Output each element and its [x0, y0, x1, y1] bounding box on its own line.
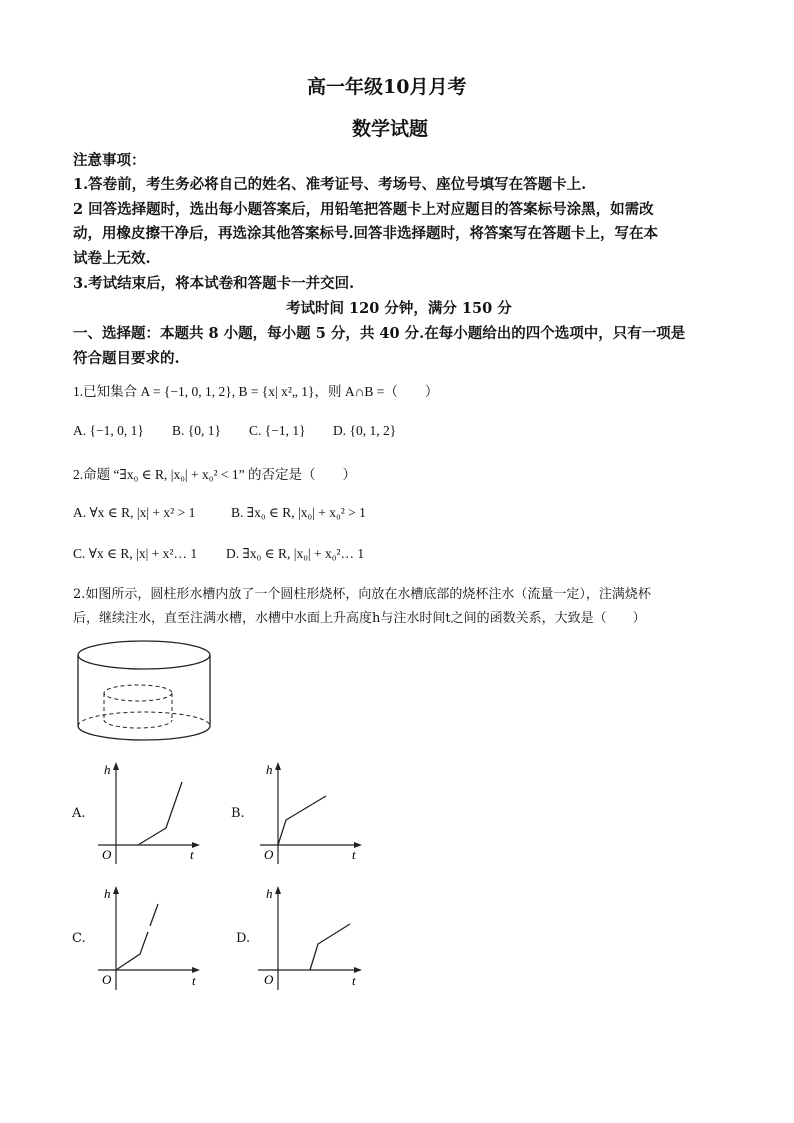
beaker-bottom: [104, 720, 172, 728]
graph-option-label-b: B.: [231, 806, 245, 821]
h-axis-arrow: [113, 886, 119, 894]
axis-t-label: t: [352, 973, 356, 988]
question-2-option-a: A. ∀x ∈ R, |x| + x² > 1: [73, 505, 196, 520]
notice-line-2a: 2 回答选择题时，选出每小题答案后，用铅笔把答题卡上对应题目的答案标号涂黑，如需改: [73, 201, 654, 218]
graph-c-curve-lower: [116, 932, 148, 970]
origin-label: O: [264, 847, 274, 862]
question-3-stem-line-1: 2.如图所示，圆柱形水槽内放了一个圆柱形烧杯，向放在水槽底部的烧杯注水（流量一定），注满烧杯: [73, 587, 651, 602]
graph-option-label-a: A.: [72, 806, 86, 821]
notice-line-2b: 动，用橡皮擦干净后，再选涂其他答案标号.回答非选择题时，将答案写在答题卡上，写在本: [73, 225, 659, 242]
beaker-top-rim: [104, 685, 172, 701]
graph-a-curve: [138, 782, 182, 845]
axis-h-label: h: [104, 886, 111, 901]
axis-h-label: h: [266, 762, 273, 777]
notice-line-1: 1.答卷前，考生务必将自己的姓名、准考证号、考场号、座位号填写在答题卡上.: [73, 176, 587, 193]
notice-line-2c: 试卷上无效.: [73, 250, 151, 267]
notice-line-3: 3.考试结束后，将本试卷和答题卡一并交回.: [73, 275, 355, 292]
notice-heading: 注意事项：: [73, 152, 146, 169]
question-2-option-c: C. ∀x ∈ R, |x| + x²… 1: [73, 546, 198, 561]
page-subtitle: 数学试题: [352, 118, 429, 140]
origin-label: O: [264, 972, 274, 987]
origin-label: O: [102, 847, 112, 862]
question-1-stem: 1.已知集合 A = {−1, 0, 1, 2}, B = {x| x²„ 1}，则 A∩B =（ ）: [73, 384, 439, 399]
graph-option-a: [92, 760, 212, 870]
h-axis-arrow: [113, 762, 119, 770]
h-axis-arrow: [275, 762, 281, 770]
graph-option-label-d: D.: [236, 931, 251, 946]
page-title: 高一年级10月月考: [307, 76, 467, 98]
question-1-option-c: C. {−1, 1}: [249, 423, 306, 438]
graph-option-label-c: C.: [72, 931, 86, 946]
cylinder-tank-figure: [74, 638, 214, 748]
question-1-option-b: B. {0, 1}: [172, 423, 221, 438]
section-heading-line-2: 符合题目要求的.: [73, 350, 180, 367]
question-2-option-d: D. ∃x₀ ∈ R, |x₀| + x₀²… 1: [226, 546, 365, 561]
tank-top-rim: [78, 641, 210, 669]
question-3-stem-line-2: 后，继续注水，直至注满水槽，水槽中水面上升高度h与注水时间t之间的函数关系，大致是（ ）: [73, 611, 646, 626]
axis-t-label: t: [192, 973, 196, 988]
graph-option-c: [92, 884, 212, 996]
axis-t-label: t: [352, 847, 356, 862]
section-heading-line-1: 一、选择题：本题共 8 小题，每小题 5 分，共 40 分.在每小题给出的四个选项中，只有一项是: [73, 325, 686, 342]
question-2-option-b: B. ∃x₀ ∈ R, |x₀| + x₀² > 1: [231, 505, 366, 520]
origin-label: O: [102, 972, 112, 987]
h-axis-arrow: [275, 886, 281, 894]
question-2-stem: 2.命题 “∃x₀ ∈ R, |x₀| + x₀² < 1” 的否定是（ ）: [73, 467, 356, 482]
exam-info: 考试时间 120 分钟，满分 150 分: [286, 300, 512, 317]
graph-b-curve: [278, 796, 326, 845]
axis-t-label: t: [190, 847, 194, 862]
graph-c-curve-upper: [150, 904, 158, 926]
question-1-option-d: D. {0, 1, 2}: [333, 423, 397, 438]
axis-h-label: h: [104, 762, 111, 777]
axis-h-label: h: [266, 886, 273, 901]
tank-bottom-back: [78, 712, 210, 726]
question-1-option-a: A. {−1, 0, 1}: [73, 423, 144, 438]
graph-option-b: [254, 760, 374, 870]
graph-d-curve: [310, 924, 350, 970]
graph-option-d: [254, 884, 374, 996]
